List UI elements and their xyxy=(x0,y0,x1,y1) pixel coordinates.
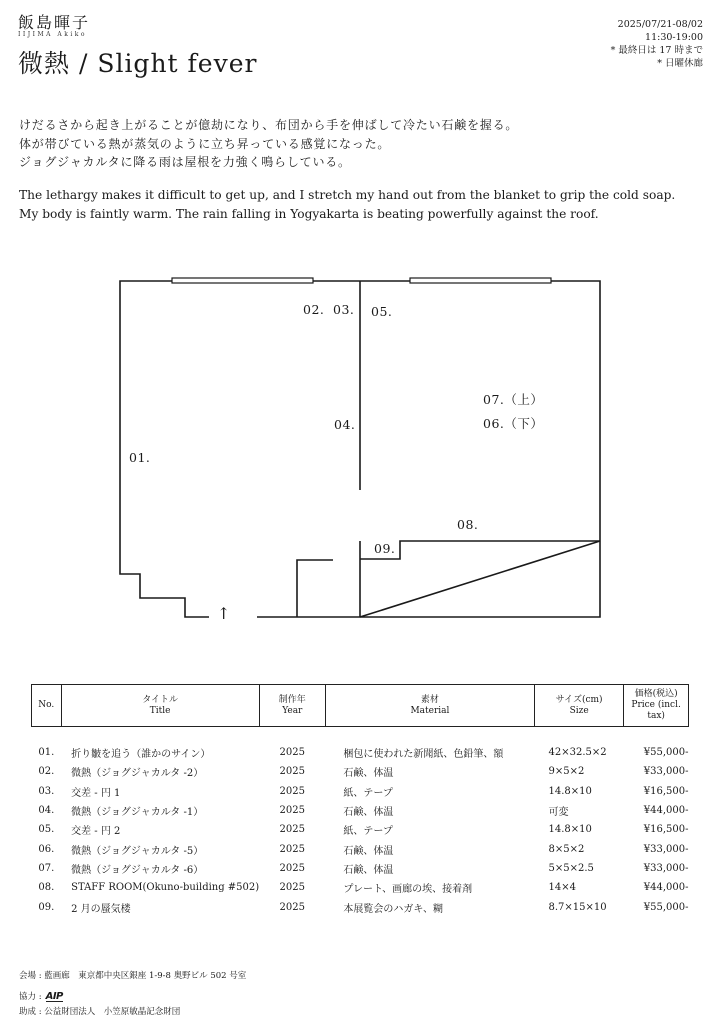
plan-label-08: 08. xyxy=(457,517,479,532)
cell-title: STAFF ROOM(Okuno-building #502) xyxy=(71,882,260,894)
cooperation-label: 協力 : xyxy=(19,992,42,1002)
cell-no: 02. xyxy=(38,766,55,778)
cell-material: 梱包に使われた新聞紙、色鉛筆、額 xyxy=(343,749,504,761)
cell-price: ¥33,000- xyxy=(643,766,689,778)
statement-jp-line: けだるさから起き上がることが億劫になり、布団から手を伸ばして冷たい石鹸を握る。 xyxy=(19,118,519,132)
header-no: No. xyxy=(32,685,62,727)
table-row xyxy=(32,762,689,781)
cell-price: ¥44,000- xyxy=(643,882,689,894)
cell-price: ¥16,500- xyxy=(643,824,689,836)
cell-title: 交差 - 円 1 xyxy=(71,787,121,799)
cell-title: 交差 - 円 2 xyxy=(71,826,121,838)
plan-label-09: 09. xyxy=(374,541,396,556)
opening-hours: 11:30-19:00 xyxy=(645,32,703,43)
inner-wall-lower xyxy=(297,560,333,617)
cell-price: ¥33,000- xyxy=(643,843,689,855)
cell-size: 14.8×10 xyxy=(548,824,592,836)
window-right xyxy=(410,278,551,283)
cell-year: 2025 xyxy=(279,785,305,797)
header-title: タイトル Title xyxy=(61,685,259,727)
exhibition-dates: 2025/07/21-08/02 xyxy=(617,19,703,30)
cell-year: 2025 xyxy=(279,824,305,836)
cell-no: 06. xyxy=(38,843,55,855)
cell-material: 石鹸、体温 xyxy=(343,768,394,780)
cell-material: 石鹸、体温 xyxy=(343,845,394,857)
cell-no: 09. xyxy=(38,901,55,913)
cell-size: 42×32.5×2 xyxy=(548,747,607,759)
cell-title: 微熱（ジョグジャカルタ -5） xyxy=(71,845,204,857)
header-year: 制作年 Year xyxy=(259,685,325,727)
cell-material: 石鹸、体温 xyxy=(343,864,394,876)
table-spacer xyxy=(32,727,689,744)
header-price: 価格(税込) Price (incl. tax) xyxy=(624,685,689,727)
cell-no: 05. xyxy=(38,824,55,836)
table-header-row xyxy=(32,685,689,727)
diagonal-wall xyxy=(360,541,600,617)
header-size: サイズ(cm) Size xyxy=(534,685,623,727)
cell-year: 2025 xyxy=(279,843,305,855)
cell-year: 2025 xyxy=(279,747,305,759)
cell-material: プレート、画廊の埃、接着剤 xyxy=(343,884,473,896)
statement-en-line: My body is faintly warm. The rain falling in Yogyakarta is beating powerfully against the roof. xyxy=(19,206,599,221)
cell-price: ¥55,000- xyxy=(643,747,689,759)
closed-day-note: * 日曜休廊 xyxy=(657,58,703,69)
header-material: 素材 Material xyxy=(325,685,534,727)
table-row xyxy=(32,743,689,762)
table-row xyxy=(32,820,689,839)
plan-label-01: 01. xyxy=(129,450,151,465)
cell-material: 紙、テープ xyxy=(343,826,393,838)
statement-en-line: The lethargy makes it difficult to get up, and I stretch my hand out from the blanket to grip the cold soap. xyxy=(19,188,676,202)
table-row xyxy=(32,782,689,801)
cell-size: 8.7×15×10 xyxy=(548,901,607,913)
window-left xyxy=(172,278,313,283)
artist-name-jp: 飯島暉子 xyxy=(18,13,91,32)
cell-year: 2025 xyxy=(279,882,305,894)
cell-year: 2025 xyxy=(279,805,305,817)
cell-title: 2 月の蜃気楼 xyxy=(71,903,131,915)
table-row xyxy=(32,839,689,858)
cell-price: ¥33,000- xyxy=(643,862,689,874)
cell-size: 5×5×2.5 xyxy=(548,862,594,874)
artist-name-roman: IIJIMA Akiko xyxy=(18,31,88,38)
venue-info: 会場 : 藍画廊 東京都中央区銀座 1-9-8 奥野ビル 502 号室 xyxy=(19,971,247,981)
cell-year: 2025 xyxy=(279,862,305,874)
cell-no: 08. xyxy=(38,882,55,894)
statement-jp-line: 体が帯びている熱が蒸気のように立ち昇っている感覚になった。 xyxy=(19,136,391,151)
cell-title: 微熱（ジョグジャカルタ -6） xyxy=(71,864,204,876)
cell-material: 紙、テープ xyxy=(343,787,393,799)
cell-material: 石鹸、体温 xyxy=(343,807,394,819)
table-row xyxy=(32,801,689,820)
cell-no: 01. xyxy=(38,747,55,759)
cell-title: 微熱（ジョグジャカルタ -2） xyxy=(71,768,204,780)
exhibition-title: 微熱 / Slight fever xyxy=(18,49,258,78)
cell-price: ¥44,000- xyxy=(643,805,689,817)
cell-size: 可変 xyxy=(548,807,569,819)
aip-logo: AIP xyxy=(45,990,63,1002)
table-row xyxy=(32,897,689,916)
support-info: 助成 : 公益財団法人 小笠原敏晶記念財団 xyxy=(19,1007,181,1017)
cell-material: 本展覧会のハガキ、糊 xyxy=(343,903,443,915)
plan-label-02: 02. xyxy=(303,302,325,317)
cell-title: 微熱（ジョグジャカルタ -1） xyxy=(71,807,204,819)
cell-title: 折り皺を追う（誰かのサイン） xyxy=(71,749,211,761)
cell-no: 04. xyxy=(38,805,55,817)
cell-price: ¥55,000- xyxy=(643,901,689,913)
entrance-arrow-icon: ↑ xyxy=(217,604,231,623)
statement-jp-line: ジョグジャカルタに降る雨は屋根を力強く鳴らしている。 xyxy=(19,155,351,169)
cell-size: 14.8×10 xyxy=(548,785,592,797)
cell-price: ¥16,500- xyxy=(643,785,689,797)
plan-label-03: 03. xyxy=(333,302,355,317)
cooperation-info xyxy=(19,990,63,1002)
cell-size: 9×5×2 xyxy=(548,766,585,778)
plan-label-05: 05. xyxy=(371,304,393,319)
plan-label-06: 06.（下） xyxy=(483,416,544,431)
plan-label-07: 07.（上） xyxy=(483,392,544,407)
cell-no: 07. xyxy=(38,862,55,874)
last-day-note: * 最終日は 17 時まで xyxy=(610,45,703,56)
table-row xyxy=(32,859,689,878)
cell-year: 2025 xyxy=(279,766,305,778)
plan-label-04: 04. xyxy=(334,417,356,432)
cell-year: 2025 xyxy=(279,901,305,913)
table-row xyxy=(32,878,689,897)
cell-size: 14×4 xyxy=(548,882,576,894)
cell-size: 8×5×2 xyxy=(548,843,585,855)
cell-no: 03. xyxy=(38,785,55,797)
works-table xyxy=(31,684,689,917)
